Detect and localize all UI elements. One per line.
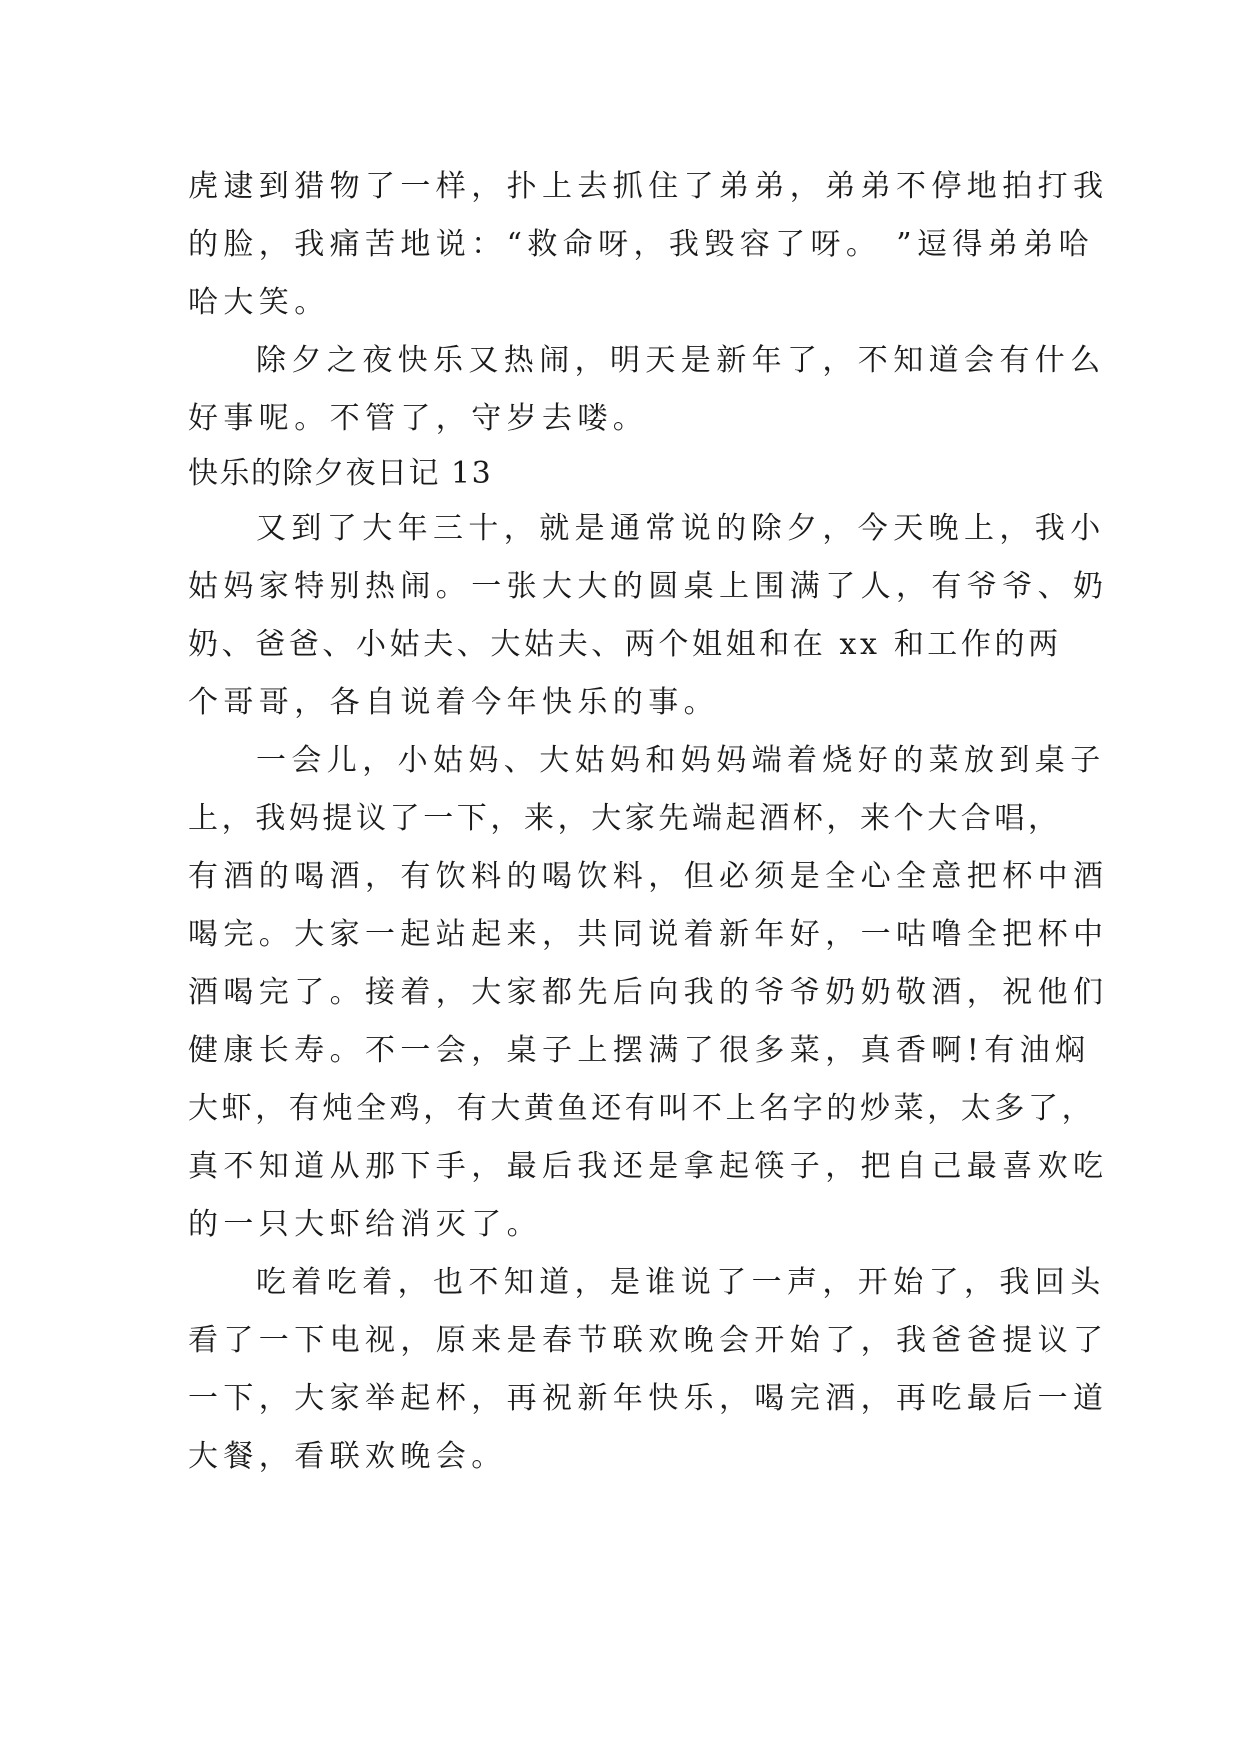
paragraph: [188, 732, 1109, 1254]
paragraph: [188, 1254, 1109, 1486]
text-line: 个哥哥，各自说着今年快乐的事。: [188, 685, 719, 720]
text-line: 吃着吃着，也不知道，是谁说了一声，开始了，我回头: [256, 1265, 1106, 1300]
text-line: 真不知道从那下手，最后我还是拿起筷子，把自己最喜欢吃: [188, 1149, 1109, 1184]
text-line: 看了一下电视，原来是春节联欢晚会开始了，我爸爸提议了: [188, 1323, 1109, 1358]
text-line: 喝完。大家一起站起来，共同说着新年好，一咕噜全把杯中: [188, 917, 1109, 952]
text-line: 奶、爸爸、小姑夫、大姑夫、两个姐姐和在 xx 和工作的两: [188, 627, 1062, 662]
text-line: 好事呢。不管了，守岁去喽。: [188, 401, 649, 436]
text-line: 健康长寿。不一会，桌子上摆满了很多菜，真香啊!有油焖: [188, 1033, 1091, 1068]
paragraph: [188, 500, 1109, 732]
text-line: 大虾，有炖全鸡，有大黄鱼还有叫不上名字的炒菜，太多了，: [188, 1091, 1096, 1126]
text-line: 又到了大年三十，就是通常说的除夕，今天晚上，我小: [256, 511, 1106, 546]
text-line: 一会儿，小姑妈、大姑妈和妈妈端着烧好的菜放到桌子: [256, 743, 1106, 778]
text-line: 大餐，看联欢晚会。: [188, 1439, 507, 1474]
paragraph: [188, 332, 1106, 448]
text-line: 有酒的喝酒，有饮料的喝饮料，但必须是全心全意把杯中酒: [188, 859, 1109, 894]
text-line: 酒喝完了。接着，大家都先后向我的爷爷奶奶敬酒，祝他们: [188, 975, 1109, 1010]
text-line: 除夕之夜快乐又热闹，明天是新年了，不知道会有什么: [256, 343, 1106, 378]
text-line: 的脸，我痛苦地说：“救命呀，我毁容了呀。 ”逗得弟弟哈: [188, 227, 1095, 262]
text-line: 一下，大家举起杯，再祝新年快乐，喝完酒，再吃最后一道: [188, 1381, 1109, 1416]
paragraph: [188, 158, 1109, 332]
section-heading: 快乐的除夕夜日记 13: [188, 456, 493, 491]
text-line: 虎逮到猎物了一样，扑上去抓住了弟弟，弟弟不停地拍打我: [188, 169, 1109, 204]
text-line: 哈大笑。: [188, 285, 330, 320]
text-line: 的一只大虾给消灭了。: [188, 1207, 542, 1242]
text-line: 上，我妈提议了一下，来，大家先端起酒杯，来个大合唱，: [188, 801, 1062, 836]
text-line: 姑妈家特别热闹。一张大大的圆桌上围满了人，有爷爷、奶: [188, 569, 1109, 604]
document-body: [188, 158, 1109, 1486]
